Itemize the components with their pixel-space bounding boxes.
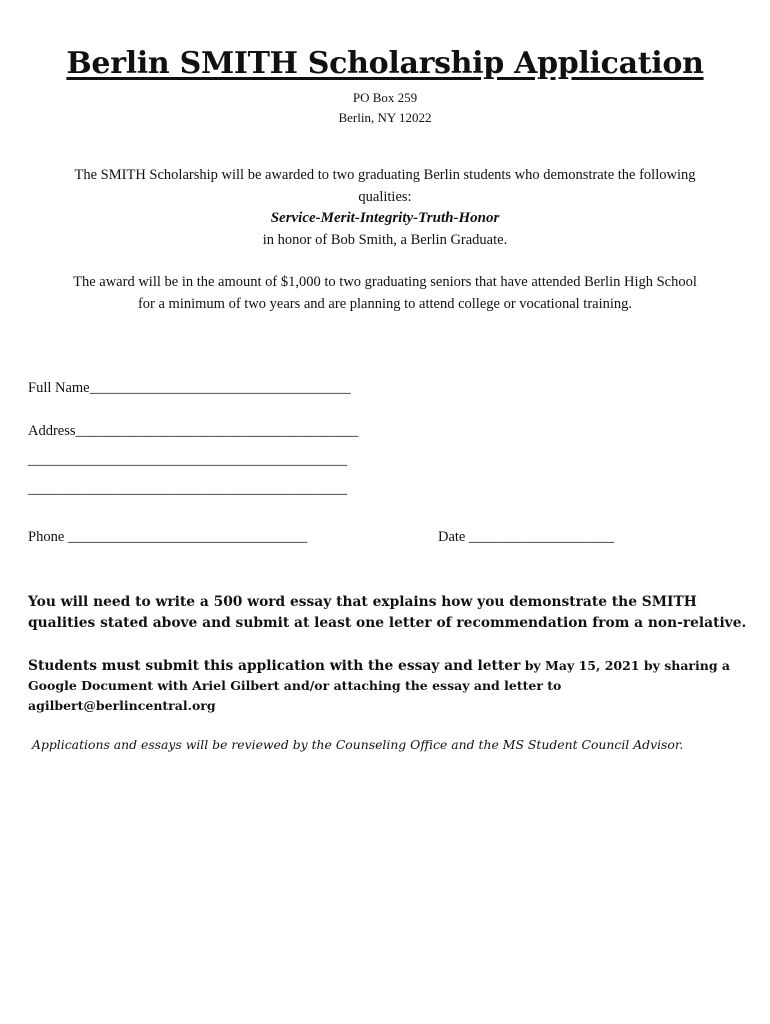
submit-line-1	[28, 656, 758, 676]
contact-email: agilbert@berlincentral.org	[28, 698, 216, 713]
submit-line-2: Google Document with Ariel Gilbert and/or attaching the essay and letter to	[28, 678, 562, 693]
submit-instructions	[28, 656, 758, 716]
date-field[interactable]: Date ____________________	[438, 529, 614, 545]
essay-line-2: qualities stated above and submit at least one letter of recommendation from a non-relative.	[28, 615, 747, 631]
review-note: Applications and essays will be reviewed by the Counseling Office and the MS Student Council Advisor.	[32, 737, 684, 752]
intro-line-1: The SMITH Scholarship will be awarded to two graduating Berlin students who demonstrate the following	[74, 167, 696, 183]
submit-deadline: by May 15, 2021 by sharing a	[520, 658, 731, 673]
address-city: Berlin, NY 12022	[338, 110, 432, 125]
essay-line-1: You will need to write a 500 word essay that explains how you demonstrate the SMITH	[28, 594, 697, 610]
address-field-line-2[interactable]: ____________________________________________	[28, 452, 347, 468]
qualities-text: Service-Merit-Integrity-Truth-Honor	[270, 210, 500, 226]
phone-field[interactable]: Phone _________________________________	[28, 529, 308, 545]
intro-line-2: qualities:	[358, 189, 412, 205]
page-title: Berlin SMITH Scholarship Application	[66, 46, 704, 81]
award-line-1: The award will be in the amount of $1,000 to two graduating seniors that have attended Berlin High School	[73, 274, 697, 290]
essay-instructions	[28, 592, 758, 634]
submit-line-1-part-1: Students must submit this application with the essay and letter	[28, 658, 521, 674]
award-line-2: for a minimum of two years and are planning to attend college or vocational training.	[137, 296, 633, 312]
address-field[interactable]: Address_______________________________________	[28, 423, 359, 439]
address-field-line-3[interactable]: ____________________________________________	[28, 481, 347, 497]
full-name-field[interactable]: Full Name____________________________________	[28, 380, 351, 396]
honor-line: in honor of Bob Smith, a Berlin Graduate.	[262, 232, 508, 248]
address-po-box: PO Box 259	[352, 90, 418, 105]
